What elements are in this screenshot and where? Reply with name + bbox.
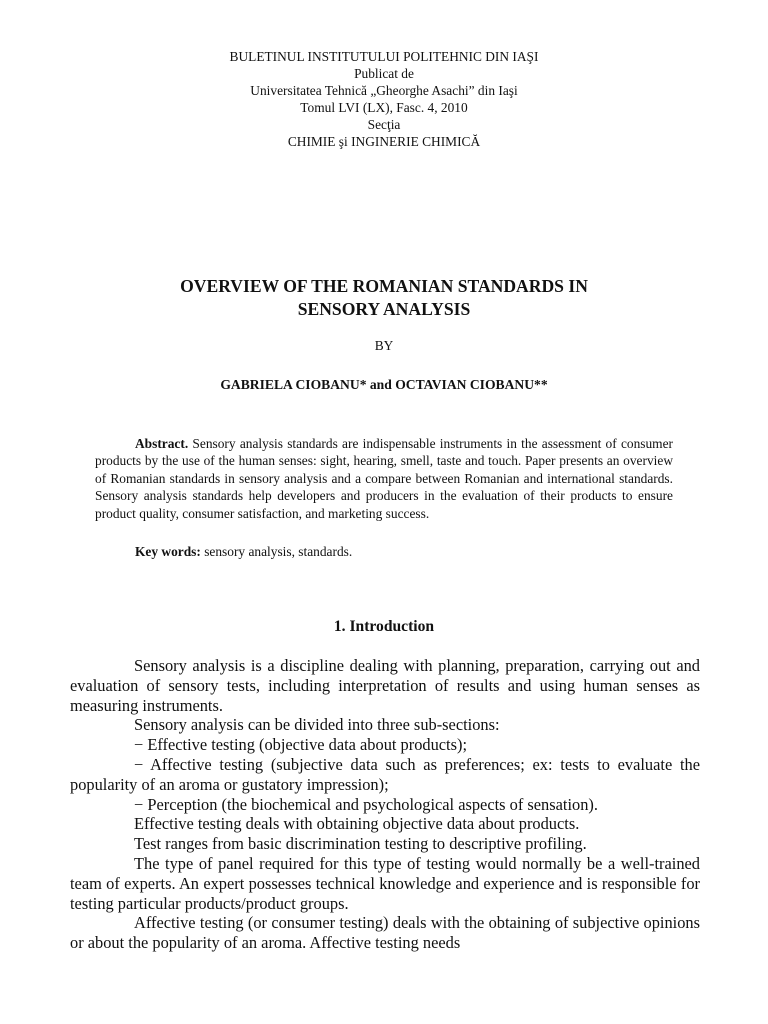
section-label: Secţia	[367, 117, 401, 132]
section-heading: 1. Introduction	[333, 618, 435, 635]
list-item: − Perception (the biochemical and psychological aspects of sensation).	[134, 794, 598, 814]
volume-info: Tomul LVI (LX), Fasc. 4, 2010	[300, 100, 468, 115]
paragraph: Effective testing deals with obtaining objective data about products.	[134, 814, 580, 834]
list-item: − Affective testing (subjective data such as preferences; ex: tests to evaluate the popularity of an aroma or gustatory impression);	[70, 754, 700, 794]
title-line-2: SENSORY ANALYSIS	[297, 299, 471, 319]
paper-title	[0, 275, 768, 321]
by-label: BY	[374, 338, 394, 353]
journal-name: BULETINUL INSTITUTULUI POLITEHNIC DIN IAŞI	[229, 49, 539, 64]
section-body	[70, 656, 700, 953]
title-line-1: OVERVIEW OF THE ROMANIAN STANDARDS IN	[180, 276, 588, 296]
journal-header	[0, 48, 768, 150]
paragraph: Test ranges from basic discrimination testing to descriptive profiling.	[134, 834, 587, 854]
keywords-label: Key words:	[135, 544, 201, 559]
abstract	[95, 435, 673, 522]
paragraph: Sensory analysis is a discipline dealing with planning, preparation, carrying out and evaluation of sensory tests, including interpretation of results and using human senses as measuring instruments.	[70, 656, 700, 715]
university-name: Universitatea Tehnică „Gheorghe Asachi” din Iaşi	[250, 83, 518, 98]
paragraph: Sensory analysis can be divided into three sub-sections:	[134, 715, 500, 735]
keywords	[135, 544, 352, 560]
list-item: − Effective testing (objective data about products);	[134, 735, 467, 755]
abstract-label: Abstract.	[135, 436, 189, 451]
paragraph: The type of panel required for this type of testing would normally be a well-trained team of experts. An expert possesses technical knowledge and experience and is responsible for testing particular products/product groups.	[70, 853, 700, 913]
paragraph: Affective testing (or consumer testing) deals with the obtaining of subjective opinions or about the popularity of an aroma. Affective testing needs	[70, 913, 700, 953]
abstract-text: Sensory analysis standards are indispensable instruments in the assessment of consumer products by the use of the human senses: sight, hearing, smell, taste and touch. Paper presents an overview of Romanian standards in sensory analysis and a compare between Romanian and international standards. Sensory analysis standards help developers and producers in the evaluation of their products to ensure product quality, consumer satisfaction, and marketing success.	[95, 436, 673, 521]
publisher-label: Publicat de	[354, 66, 414, 81]
section-name: CHIMIE şi INGINERIE CHIMICĂ	[287, 134, 481, 149]
authors: GABRIELA CIOBANU* and OCTAVIAN CIOBANU**	[220, 377, 548, 392]
keywords-text: sensory analysis, standards.	[200, 544, 353, 559]
